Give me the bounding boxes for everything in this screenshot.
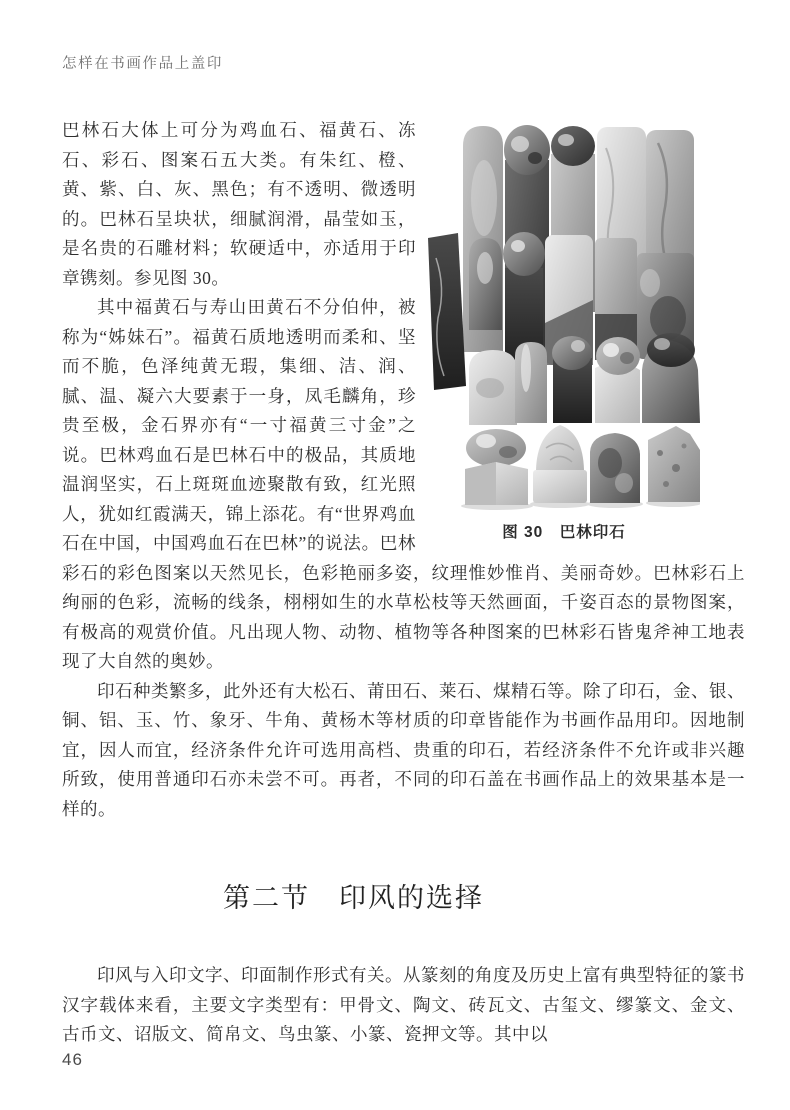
figure-balin-stones xyxy=(428,118,700,542)
section-heading: 第二节 印风的选择 xyxy=(223,883,484,913)
page-number: 46 xyxy=(62,1050,83,1069)
page-content xyxy=(62,116,745,1050)
figure-caption: 图 30 巴林印石 xyxy=(502,524,626,541)
paragraph-balin-intro: 巴林石大体上可分为鸡血石、福黄石、冻石、彩石、图案石五大类。有朱红、橙、黄、紫、白、灰、黑色；有不透明、微透明的。巴林石呈块状，细腻润滑，晶莹如玉，是名贵的石雕材料；软硬适中，亦适用于印章镌刻。参见图 30。 xyxy=(62,120,416,288)
balin-seal-stones-image xyxy=(428,118,700,510)
paragraph-seal-styles: 印风与入印文字、印面制作形式有关。从篆刻的角度及历史上富有典型特征的篆书汉字载体来看，主要文字类型有：甲骨文、陶文、砖瓦文、古玺文、缪篆文、金文、古币文、诏版文、简帛文、鸟虫篆、小篆、瓷押文等。其中以 xyxy=(62,965,745,1044)
running-head: 怎样在书画作品上盖印 xyxy=(62,56,223,72)
paragraph-fuhuang-stone: 其中福黄石与寿山田黄石不分伯仲，被称为“姊妹石”。福黄石质地透明而柔和、坚而不脆，色泽纯黄无瑕，集细、洁、润、腻、温、凝六大要素于一身，凤毛麟角，珍贵至极，金石界亦有“一寸福黄三寸金”之说。巴林鸡血石是巴林石中的极品，其质地温润坚实，石上斑斑血迹聚散有致，红光照人，犹如红霞满天，锦上添花。有“世界鸡血石在中国，中国鸡血石在巴林”的说法。巴林彩石的彩色图案以天然见长，色彩艳丽多姿，纹理惟妙惟肖、美丽奇妙。巴林彩石上绚丽的色彩，流畅的线条，栩栩如生的水草松枝等天然画面，千姿百态的景物图案，有极高的观赏价值。凡出现人物、动物、植物等各种图案的巴林彩石皆鬼斧神工地表现了大自然的奥妙。 xyxy=(62,297,745,671)
paragraph-seal-materials: 印石种类繁多，此外还有大松石、莆田石、莱石、煤精石等。除了印石，金、银、铜、铝、玉、竹、象牙、牛角、黄杨木等材质的印章皆能作为书画作品用印。因地制宜，因人而宜，经济条件允许可选用高档、贵重的印石，若经济条件不允许或非兴趣所致，使用普通印石亦未尝不可。再者，不同的印石盖在书画作品上的效果基本是一样的。 xyxy=(62,680,745,819)
